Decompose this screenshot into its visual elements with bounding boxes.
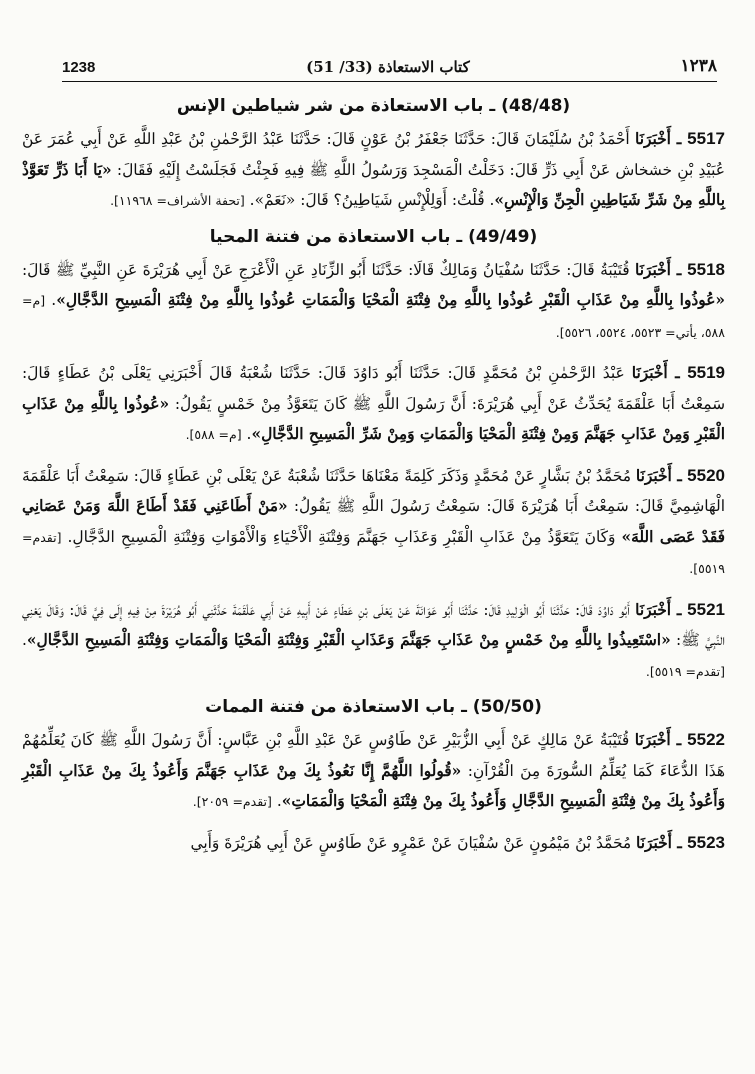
hadith-reference: [تقدم= ٢٠٥٩]. [192,794,272,809]
hadith-tail: . [271,792,282,810]
hadith-number: 5521 [687,599,725,619]
hadith-paragraph [22,124,725,217]
hadith-number: 5519 [687,363,726,382]
hadith-lead-word: أَخْبَرَنَا [635,466,672,485]
hadith-matn: «قُولُوا اللَّهُمَّ إِنَّا نَعُوذُ بِكَ مِنْ عَذَابِ جَهَنَّمَ وَأَعُوذُ بِكَ مِنْ عَذَابِ الْقَبْرِ وَأَعُوذُ بِكَ مِنْ فِتْنَةِ الْمَسِيحِ الدَّجَّالِ وَأَعُوذُ بِكَ مِنْ فِتْنَةِ الْمَحْيَا وَالْمَمَاتِ» [22,761,725,810]
hadith-isnad: مُحَمَّدُ بْنُ مَيْمُونٍ عَنْ سُفْيَانَ عَنْ عَمْرٍو عَنْ طَاوُسٍ عَنْ أَبِي هُرَيْرَةَ وَأَبِي [190,833,637,852]
hadith-paragraph [22,725,725,818]
dash: ـ [671,466,688,485]
hadith-matn: «اسْتَعِيذُوا بِاللَّهِ مِنْ خَمْسٍ مِنْ عَذَابِ جَهَنَّمَ وَعَذَابِ الْقَبْرِ وَفِتْنَةِ الْمَحْيَا وَالْمَمَاتِ وَفِتْنَةِ الْمَسِيحِ الدَّجَّالِ» [26,631,671,649]
dash: ـ [670,130,688,148]
hadith-number: 5523 [687,832,725,852]
hadith-tail: وَكَانَ يَتَعَوَّذُ مِنْ عَذَابِ الْقَبْرِ وَعَذَابِ جَهَنَّمَ وَفِتْنَةِ الْأَحْيَاءِ وَالْأَمْوَاتِ وَفِتْنَةِ الْمَسِيحِ الدَّجَّالِ. [61,527,622,546]
chapter-heading: (49/49) ـ باب الاستعاذة من فتنة المحيا [209,226,538,247]
hadith-paragraph [22,461,725,585]
hadith-lead-word: أَخْبَرَنَا [635,260,671,279]
hadith-isnad: قُتَيْبَةُ عَنْ مَالِكٍ عَنْ أَبِي الزُّبَيْرِ عَنْ طَاوُسٍ عَنْ عَبْدِ اللَّهِ بْنِ عَبَّاسٍ: أَنَّ رَسُولَ اللَّهِ ﷺ كَانَ يُعَلِّمُهُمْ هَذَا الدُّعَاءَ كَمَا يُعَلِّمُ السُّورَةَ مِنَ الْقُرْآنِ: [22,731,725,780]
hadith-tail: . [45,291,57,309]
hadith-tail: . قُلْتُ: أَوَلِلْإِنْسِ شَيَاطِينُ؟ قَالَ: «نَعَمْ». [244,191,495,209]
hadith-paragraph [22,595,725,688]
hadith-matn: «مَنْ أَطَاعَنِي فَقَدْ أَطَاعَ اللَّهَ وَمَنْ عَصَانِي فَقَدْ عَصَى اللَّهَ» [22,497,725,546]
hadith-lead-word: أَخْبَرَنَا [635,130,671,148]
hadith-lead-word: أَخْبَرَنَا [631,364,668,382]
dash: ـ [670,731,688,749]
hadith-reference: [م= ٥٨٨، يأتي= ٥٥٢٣، ٥٥٢٤، ٥٥٢٦]. [22,293,725,340]
hadith-isnad: عَبْدُ الرَّحْمٰنِ بْنُ مُحَمَّدٍ قَالَ: حَدَّثَنَا أَبُو دَاوُدَ قَالَ: حَدَّثَنَا شُعْبَةُ قَالَ أَخْبَرَنِي يَعْلَى بْنُ عَطَاءٍ قَالَ: سَمِعْتُ أَبَا عَلْقَمَةَ يُحَدِّثُ عَنْ أَبِي هُرَيْرَةَ: أَنَّ رَسُولَ اللَّهِ ﷺ كَانَ يَتَعَوَّذُ مِنْ خَمْسٍ يَقُولُ: [22,364,725,413]
hadith-reference: [م= ٥٨٨]. [185,427,242,442]
hadith-paragraph [22,358,725,451]
running-title: (51 /33) كتاب الاستعاذة [306,58,470,76]
hadith-lead-word: أَخْبَرَنَا [636,833,672,852]
dash: ـ [671,833,688,852]
hadith-lead-word: أَخْبَرَنَا [635,600,672,619]
chapter-heading: (48/48) ـ باب الاستعاذة من شر شياطين الإنس [176,96,571,116]
hadith-tail: . [241,425,252,443]
hadith-number: 5522 [687,730,725,749]
running-header [62,46,717,82]
hadith-isnad: أَبُو دَاوُدَ قَالَ: حَدَّثَنَا أَبُو الْوَلِيدِ قَالَ: حَدَّثَنَا أَبُو عَوَانَةَ عَنْ يَعْلَى بْنِ عَطَاءٍ عَنْ أَبِيهِ عَنْ أَبِي عَلْقَمَةَ حَدَّثَنِي أَبُو هُرَيْرَةَ مِنْ فِيهِ إِلَى فِيَّ قَالَ: وَقَالَ يَعْنِي النَّبِيَّ ﷺ: [22,600,725,649]
chapter-heading: (50/50) ـ باب الاستعاذة من فتنة الممات [205,697,542,717]
page-number-arabic: ١٢٣٨ [680,56,717,76]
dash: ـ [670,260,688,279]
hadith-matn: «عُوذُوا بِاللَّهِ مِنْ عَذَابِ الْقَبْرِ وَمِنْ عَذَابِ جَهَنَّمَ وَمِنْ فِتْنَةِ الْمَحْيَا وَالْمَمَاتِ وَمِنْ شَرِّ الْمَسِيحِ الدَّجَّالِ» [22,394,725,443]
hadith-matn: «عُوذُوا بِاللَّهِ مِنْ عَذَابِ الْقَبْرِ عُوذُوا بِاللَّهِ مِنْ فِتْنَةِ الْمَحْيَا وَالْمَمَاتِ عُوذُوا بِاللَّهِ مِنْ فِتْنَةِ الْمَسِيحِ الدَّجَّالِ» [56,291,725,309]
hadith-paragraph [22,255,725,349]
hadith-number: 5517 [687,129,725,148]
hadith-lead-word: أَخْبَرَنَا [634,731,671,749]
hadith-reference: [تقدم= ٥٥١٩]. [22,529,725,576]
page-content [22,86,725,869]
hadith-number: 5518 [687,259,725,279]
hadith-isnad: أَحْمَدُ بْنُ سُلَيْمَانَ قَالَ: حَدَّثَنَا جَعْفَرُ بْنُ عَوْنٍ قَالَ: حَدَّثَنَا عَبْدُ الرَّحْمٰنِ بْنُ عَبْدِ اللَّهِ عَنْ أَبِي عُمَرَ عَنْ عُبَيْدِ بْنِ خشخاش عَنْ أَبِي ذَرٍّ قَالَ: دَخَلْتُ الْمَسْجِدَ وَرَسُولُ اللَّهِ ﷺ فِيهِ فَجِئْتُ فَجَلَسْتُ إِلَيْهِ فَقَالَ: [22,130,725,179]
hadith-isnad: مُحَمَّدُ بْنُ بَشَّارٍ عَنْ مُحَمَّدٍ وَذَكَرَ كَلِمَةً مَعْنَاهَا حَدَّثَنَا شُعْبَةُ عَنْ يَعْلَى بْنِ عَطَاءٍ قَالَ: سَمِعْتُ أَبَا عَلْقَمَةَ الْهَاشِمِيَّ قَالَ: سَمِعْتُ أَبَا هُرَيْرَةَ قَالَ: سَمِعْتُ رَسُولَ اللَّهِ ﷺ يَقُولُ: [22,466,725,515]
hadith-paragraph [22,828,725,860]
page-number-latin: 1238 [62,59,96,76]
hadith-matn: «يَا أَبَا ذَرٍّ تَعَوَّذْ بِاللَّهِ مِنْ شَرِّ شَيَاطِينِ الْجِنِّ وَالْإِنْسِ» [22,160,725,209]
hadith-tail: . [22,631,27,649]
dash: ـ [667,364,688,382]
hadith-reference: [تحفة الأشراف= ١١٩٦٨]. [110,193,245,208]
hadith-number: 5520 [687,465,725,485]
hadith-reference: [تقدم= ٥٥١٩]. [645,663,725,679]
dash: ـ [671,600,688,619]
hadith-isnad: قُتَيْبَةُ قَالَ: حَدَّثَنَا سُفْيَانُ وَمَالِكٌ قَالَا: حَدَّثَنَا أَبُو الزِّنَادِ عَنِ الْأَعْرَجِ عَنْ أَبِي هُرَيْرَةَ عَنِ النَّبِيِّ ﷺ قَالَ: [22,260,636,279]
